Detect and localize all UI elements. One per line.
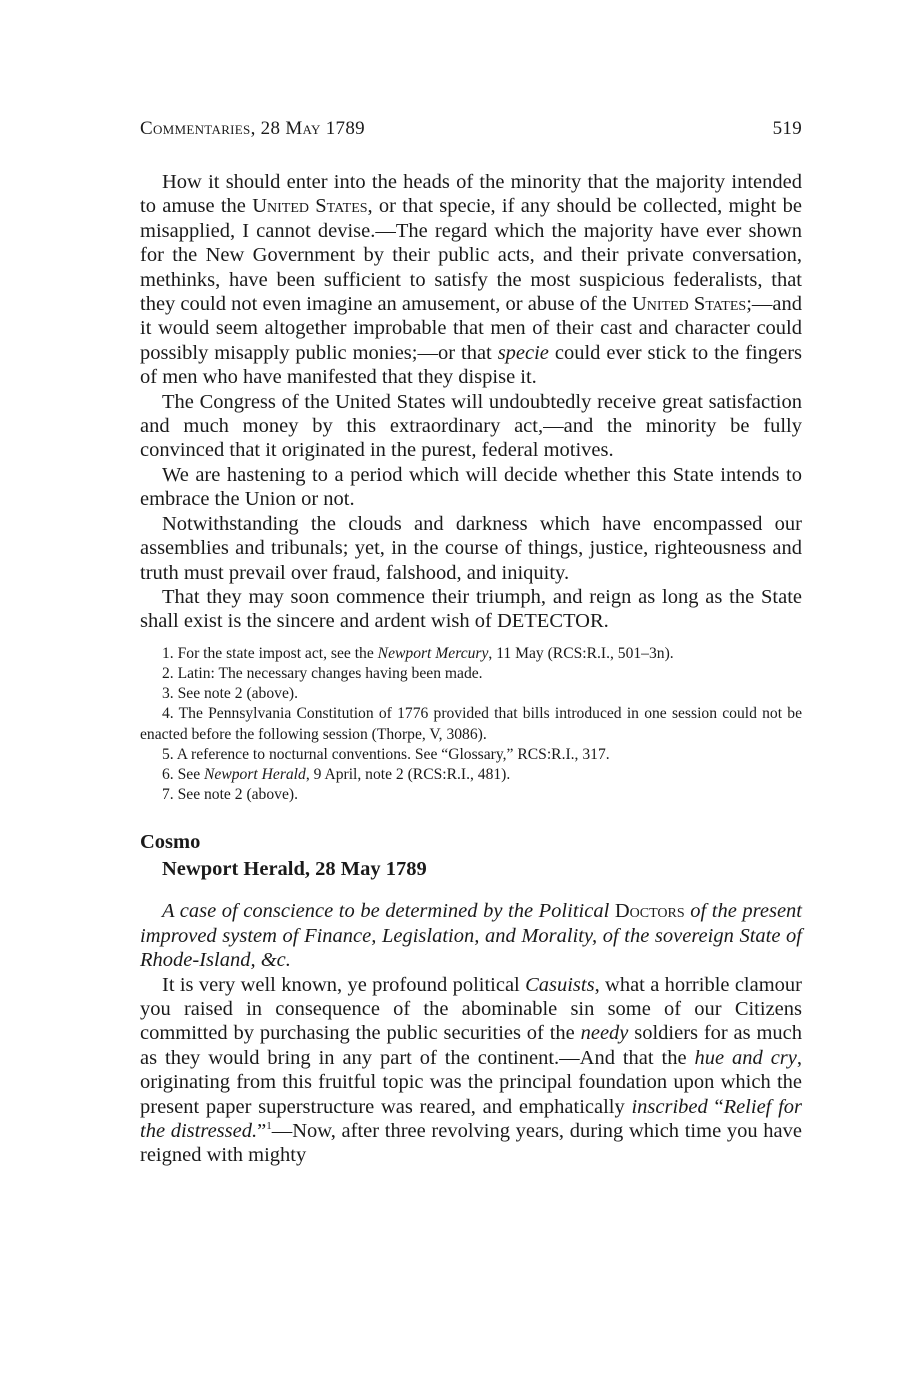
running-title: Commentaries, 28 May 1789: [140, 118, 365, 139]
footnotes: [140, 644, 802, 806]
document-heading: [140, 829, 802, 883]
detector-paragraph-5: That they may soon commence their triumph, and reign as long as the State shall exist is the sincere and ardent wish of DETECTOR.: [140, 585, 802, 633]
detector-paragraph-1: How it should enter into the heads of the minority that the majority intended to amuse the United States, or that specie, if any should be collected, might be misapplied, I cannot devise.—The regard which the majority have ever shown for the New Government by their public acts, and their private conversation, methinks, have been sufficient to satisfy the most suspicious federalists, that they could not even imagine an amusement, or abuse of the United States;—and it would seem altogether improbable that men of their cast and character could possibly misapply public monies;—or that specie could ever stick to the fingers of men who have manifested that they dispise it.: [140, 171, 803, 389]
detector-paragraph-2: The Congress of the United States will undoubtedly receive great satisfaction and much money by this extraordinary act,—and the minority be fully convinced that it originated in the purest, federal motives.: [140, 390, 802, 462]
footnote-ref-1: 1: [266, 1120, 272, 1133]
footnote-1: 1. For the state impost act, see the Newport Mercury, 11 May (RCS:R.I., 501–3n).: [162, 644, 674, 662]
page: [140, 118, 802, 1168]
running-head: [140, 118, 802, 140]
page-number: 519: [772, 118, 802, 139]
detector-paragraph-4: Notwithstanding the clouds and darkness which have encompassed our assemblies and tribunals; yet, in the course of things, justice, righteousness and truth must prevail over fraud, falshood, and iniquity.: [140, 512, 802, 584]
detector-text: [140, 170, 802, 634]
footnote-6: 6. See Newport Herald, 9 April, note 2 (RCS:R.I., 481).: [162, 765, 511, 783]
cosmo-intro: A case of conscience to be determined by the Political Doctors of the present improved system of Finance, Legislation, and Morality, of the sovereign State of Rhode-Island, &c.: [140, 900, 803, 972]
detector-paragraph-3: We are hastening to a period which will decide whether this State intends to embrace the Union or not.: [140, 463, 802, 511]
footnote-2: 2. Latin: The necessary changes having been made.: [162, 664, 483, 682]
footnote-3: 3. See note 2 (above).: [162, 685, 298, 703]
footnote-5: 5. A reference to nocturnal conventions. See “Glossary,” RCS:R.I., 317.: [162, 745, 610, 763]
footnote-7: 7. See note 2 (above).: [162, 786, 298, 804]
document-source: Newport Herald, 28 May 1789: [162, 858, 427, 881]
document-author: Cosmo: [140, 831, 201, 854]
cosmo-text: [140, 899, 802, 1167]
cosmo-paragraph-1: It is very well known, ye profound political Casuists, what a horrible clamour you raised in consequence of the abominable sin some of our Citizens committed by purchasing the public securities of the needy soldiers for as much as they would bring in any part of the continent.—And that the hue and cry, originating from this fruitful topic was the principal foundation upon which the present paper superstructure was reared, and emphatically inscribed “Relief for the distressed.”$^1$—Now, after three revolving years, during which time you have reigned with mighty: [140, 973, 803, 1167]
footnote-4: 4. The Pennsylvania Constitution of 1776 provided that bills introduced in one session could not be enacted before the following session (Thorpe, V, 3086).: [140, 705, 802, 743]
